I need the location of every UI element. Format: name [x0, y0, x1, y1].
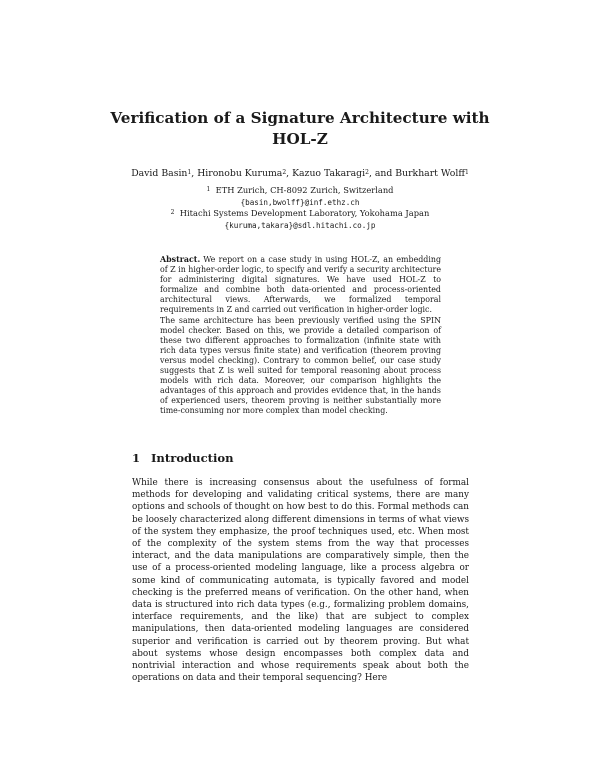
affiliation-mark: 2 — [365, 169, 369, 176]
title-line-1: Verification of a Signature Architecture with — [110, 109, 490, 127]
author-separator: , — [286, 168, 293, 179]
affiliation-2 — [100, 208, 500, 231]
institution: ETH Zurich, CH-8092 Zurich, Switzerland — [215, 185, 394, 195]
section-number: 1 — [132, 451, 141, 465]
affiliation-mark: 1 — [206, 186, 211, 193]
abstract-paragraph-2: The same architecture has been previously verified using the SPIN model checker. Based on this, we provide a detailed comparison of these two different approaches to formalization (infinite state with rich data types versus finite state) and verification (theorem proving versus model checking). Contrary to common belief, our case study suggests that Z is well suited for temporal reasoning about process models with rich data. Moreover, our comparison highlights the advantages of this approach and provides evidence that, in the hands of experienced users, theorem proving is neither substantially more time-consuming nor more complex than model checking. — [160, 315, 441, 416]
email-address: {kuruma,takara}@sdl.hitachi.co.jp — [224, 220, 376, 230]
author-list — [60, 168, 540, 180]
author-name: Burkhart Wolff — [395, 168, 465, 179]
section-heading — [132, 451, 234, 465]
author-name: Hironobu Kuruma — [197, 168, 283, 179]
affiliation-mark: 2 — [282, 169, 287, 176]
affiliation-mark: 2 — [170, 209, 175, 216]
email-address: {basin,bwolff}@inf.ethz.ch — [240, 197, 360, 207]
affiliation-1 — [100, 185, 500, 208]
author-separator: , — [191, 168, 198, 179]
title-line-2: HOL-Z — [272, 130, 328, 148]
affiliation-mark: 1 — [464, 169, 469, 176]
author-name: David Basin — [131, 168, 188, 179]
affiliation-mark: 1 — [187, 169, 192, 176]
author-name: Kazuo Takaragi — [292, 168, 366, 179]
abstract-paragraph-1 — [160, 255, 441, 316]
abstract-label: Abstract. — [160, 255, 201, 264]
introduction-body — [132, 477, 469, 684]
body-paragraph: While there is increasing consensus about the usefulness of formal methods for developing and validating critical systems, there are many options and schools of thought on how best to do this. Formal methods can be loosely characterized along different dimensions in terms of what views of the system they emphasize, the proof techniques used, etc. When most of the complexity of the system stems from the way that processes interact, and the data manipulations are comparatively simple, then the use of a process-oriented modeling language, like a process algebra or some kind of communicating automata, is typically favored and model checking is the preferred means of verification. On the other hand, when data is structured into rich data types (e.g., formalizing problem domains, interface requirements, and the like) that are subject to complex manipulations, then data-oriented modeling languages are considered superior and verification is carried out by theorem proving. But what about systems whose design encompasses both complex data and nontrivial interaction and whose requirements speak about both the operations on data and their temporal sequencing? Here — [132, 478, 469, 684]
paper-title — [100, 108, 500, 150]
section-title: Introduction — [151, 451, 234, 465]
abstract-text: We report on a case study in using HOL-Z, an embedding of Z in higher-order logic, to specify and verify a security architecture for administering digital signatures. We have used HOL-Z to formalize and combine both data-oriented and process-oriented architectural views. Afterwards, we formalized temporal requirements in Z and carried out verification in higher-order logic. — [160, 255, 441, 315]
author-separator: , and — [368, 168, 396, 179]
institution: Hitachi Systems Development Laboratory, Yokohama Japan — [179, 208, 430, 218]
abstract — [160, 255, 441, 417]
